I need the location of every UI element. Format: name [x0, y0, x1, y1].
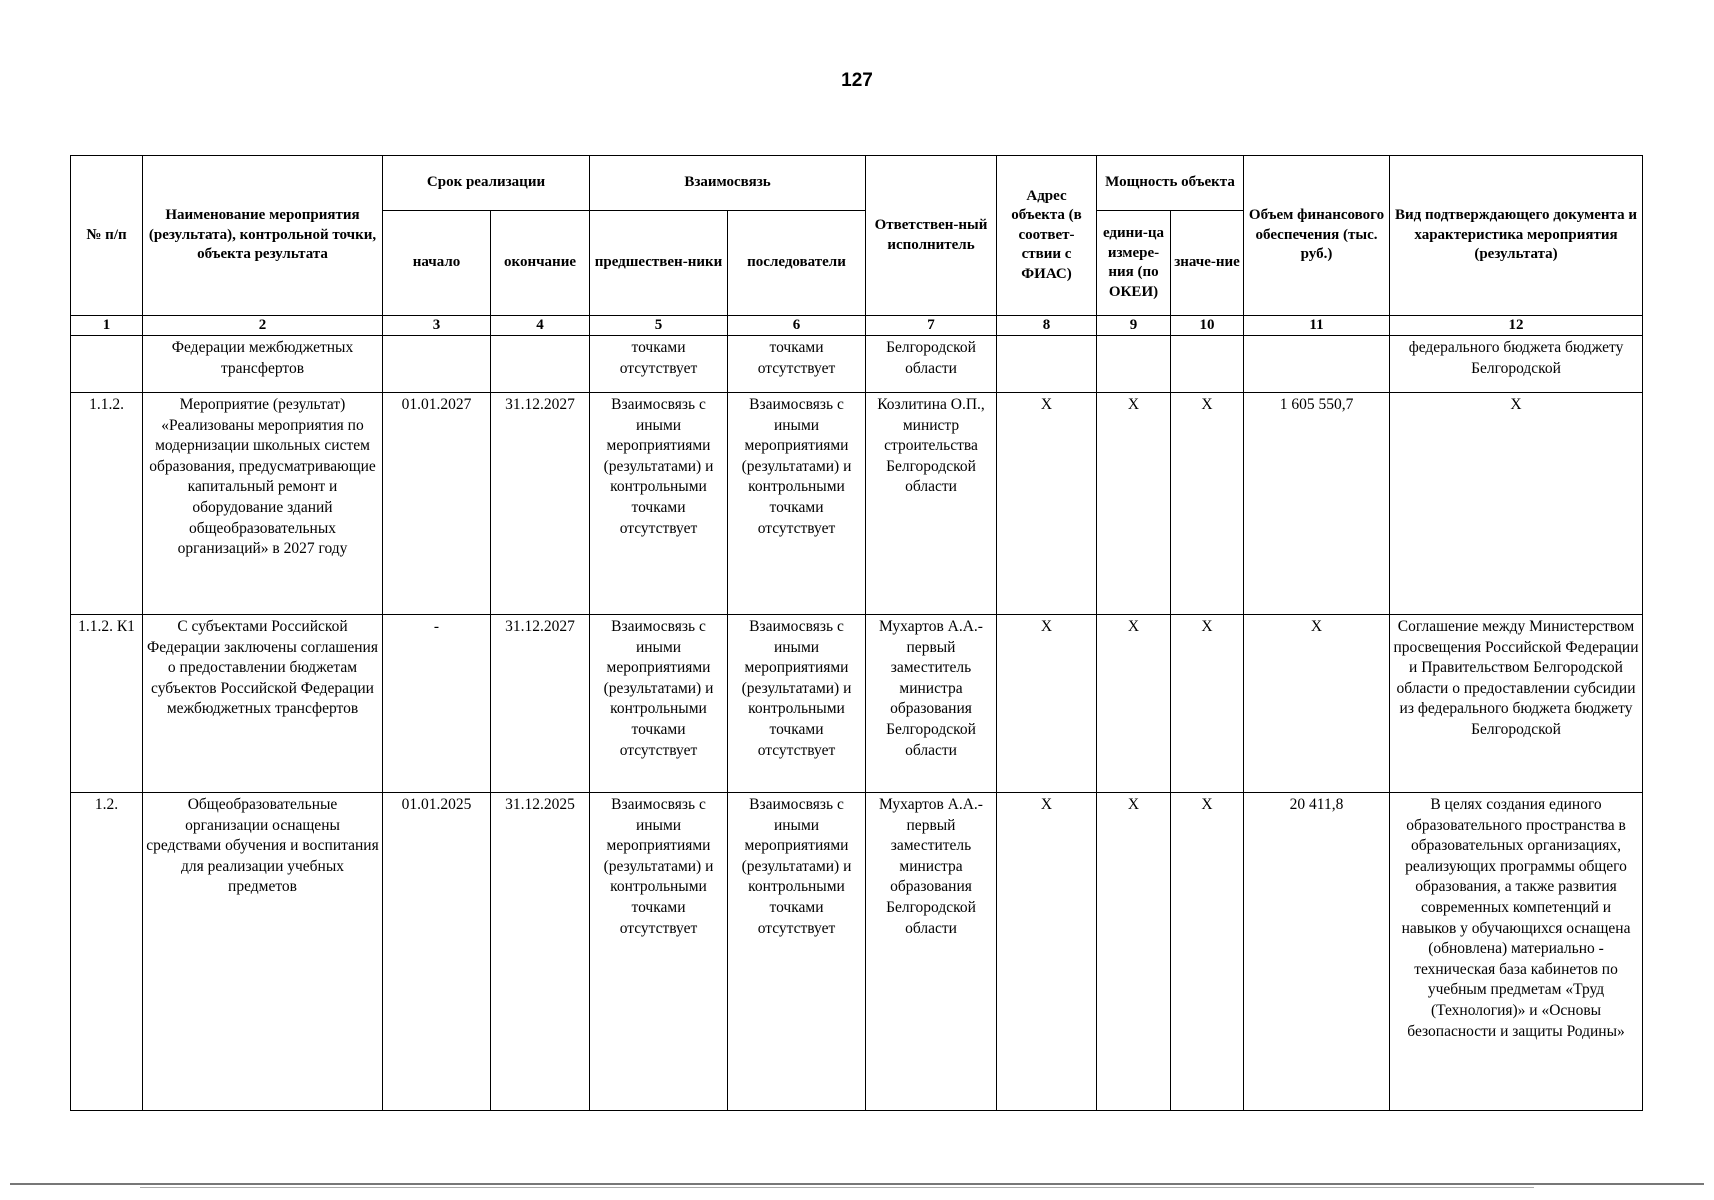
row-predecessors: точками отсутствует	[590, 336, 728, 393]
row-responsible: Мухартов А.А.- первый заместитель министра образования Белгородской области	[866, 615, 997, 793]
row-document: В целях создания единого образовательного пространства в образовательных организациях, реализующих программы общего образования, а также развития современных компетенций и навыков у обучающихся оснащена (обновлена) материально - техническая база кабинетов по учебным предметам «Труд (Технология)» и «Основы безопасности и защиты Родины»	[1390, 793, 1643, 1111]
column-number: 7	[866, 316, 997, 336]
row-predecessors: Взаимосвязь с иными мероприятиями (результатами) и контрольными точками отсутствует	[590, 393, 728, 615]
scan-edge-line	[140, 1187, 1534, 1188]
column-number: 12	[1390, 316, 1643, 336]
column-numbers-row	[71, 316, 1643, 336]
column-number: 2	[143, 316, 383, 336]
row-successors: Взаимосвязь с иными мероприятиями (результатами) и контрольными точками отсутствует	[728, 615, 866, 793]
header-address: Адрес объекта (в соответ-ствии с ФИАС)	[997, 156, 1097, 316]
row-funding: 20 411,8	[1244, 793, 1390, 1111]
row-unit: X	[1097, 793, 1171, 1111]
row-value: X	[1171, 793, 1244, 1111]
row-address	[997, 336, 1097, 393]
row-responsible: Козлитина О.П., министр строительства Белгородской области	[866, 393, 997, 615]
row-predecessors: Взаимосвязь с иными мероприятиями (результатами) и контрольными точками отсутствует	[590, 793, 728, 1111]
header-successors: последователи	[728, 211, 866, 316]
column-number: 6	[728, 316, 866, 336]
row-responsible: Белгородской области	[866, 336, 997, 393]
header-term: Срок реализации	[383, 156, 590, 211]
row-funding: 1 605 550,7	[1244, 393, 1390, 615]
row-unit: X	[1097, 615, 1171, 793]
row-funding	[1244, 336, 1390, 393]
row-responsible: Мухартов А.А.- первый заместитель министра образования Белгородской области	[866, 793, 997, 1111]
row-value	[1171, 336, 1244, 393]
row-name: Федерации межбюджетных трансфертов	[143, 336, 383, 393]
row-end	[491, 336, 590, 393]
row-document: федерального бюджета бюджету Белгородской	[1390, 336, 1643, 393]
header-document: Вид подтверждающего документа и характеристика мероприятия (результата)	[1390, 156, 1643, 316]
row-successors: Взаимосвязь с иными мероприятиями (результатами) и контрольными точками отсутствует	[728, 393, 866, 615]
header-predecessors: предшествен-ники	[590, 211, 728, 316]
row-value: X	[1171, 615, 1244, 793]
row-document: Соглашение между Министерством просвещения Российской Федерации и Правительством Белгородской области о предоставлении субсидии из федерального бюджета бюджету Белгородской	[1390, 615, 1643, 793]
row-end: 31.12.2027	[491, 393, 590, 615]
row-end: 31.12.2027	[491, 615, 590, 793]
header-num: № п/п	[71, 156, 143, 316]
table-row	[71, 615, 1643, 793]
row-name: Мероприятие (результат) «Реализованы мероприятия по модернизации школьных систем образования, предусматривающие капитальный ремонт и оборудование зданий общеобразовательных организаций» в 2027 году	[143, 393, 383, 615]
column-number: 10	[1171, 316, 1244, 336]
row-successors: Взаимосвязь с иными мероприятиями (результатами) и контрольными точками отсутствует	[728, 793, 866, 1111]
row-funding: X	[1244, 615, 1390, 793]
column-number: 8	[997, 316, 1097, 336]
row-num: 1.1.2. К1	[71, 615, 143, 793]
row-start: 01.01.2025	[383, 793, 491, 1111]
row-unit: X	[1097, 393, 1171, 615]
row-name: С субъектами Российской Федерации заключены соглашения о предоставлении бюджетам субъектов Российской Федерации межбюджетных трансфертов	[143, 615, 383, 793]
row-name: Общеобразовательные организации оснащены средствами обучения и воспитания для реализации учебных предметов	[143, 793, 383, 1111]
row-address: X	[997, 393, 1097, 615]
row-successors: точками отсутствует	[728, 336, 866, 393]
column-number: 4	[491, 316, 590, 336]
column-number: 11	[1244, 316, 1390, 336]
header-capacity: Мощность объекта	[1097, 156, 1244, 211]
row-value: X	[1171, 393, 1244, 615]
header-term-start: начало	[383, 211, 491, 316]
row-unit	[1097, 336, 1171, 393]
row-start	[383, 336, 491, 393]
table-row	[71, 336, 1643, 393]
row-address: X	[997, 793, 1097, 1111]
table-row	[71, 793, 1643, 1111]
column-number: 3	[383, 316, 491, 336]
row-address: X	[997, 615, 1097, 793]
row-end: 31.12.2025	[491, 793, 590, 1111]
row-start: 01.01.2027	[383, 393, 491, 615]
header-name: Наименование мероприятия (результата), контрольной точки, объекта результата	[143, 156, 383, 316]
header-funding: Объем финансового обеспечения (тыс. руб.)	[1244, 156, 1390, 316]
page-number: 127	[841, 70, 873, 91]
scan-edge-line	[10, 1183, 1704, 1185]
row-num	[71, 336, 143, 393]
row-start: -	[383, 615, 491, 793]
column-number: 5	[590, 316, 728, 336]
row-predecessors: Взаимосвязь с иными мероприятиями (результатами) и контрольными точками отсутствует	[590, 615, 728, 793]
table-row	[71, 393, 1643, 615]
header-relation: Взаимосвязь	[590, 156, 866, 211]
activities-table	[70, 155, 1643, 1111]
row-num: 1.2.	[71, 793, 143, 1111]
header-unit: едини-ца измере-ния (по ОКЕИ)	[1097, 211, 1171, 316]
row-document: X	[1390, 393, 1643, 615]
header-term-end: окончание	[491, 211, 590, 316]
row-num: 1.1.2.	[71, 393, 143, 615]
header-responsible: Ответствен-ный исполнитель	[866, 156, 997, 316]
column-number: 1	[71, 316, 143, 336]
header-value: значе-ние	[1171, 211, 1244, 316]
column-number: 9	[1097, 316, 1171, 336]
